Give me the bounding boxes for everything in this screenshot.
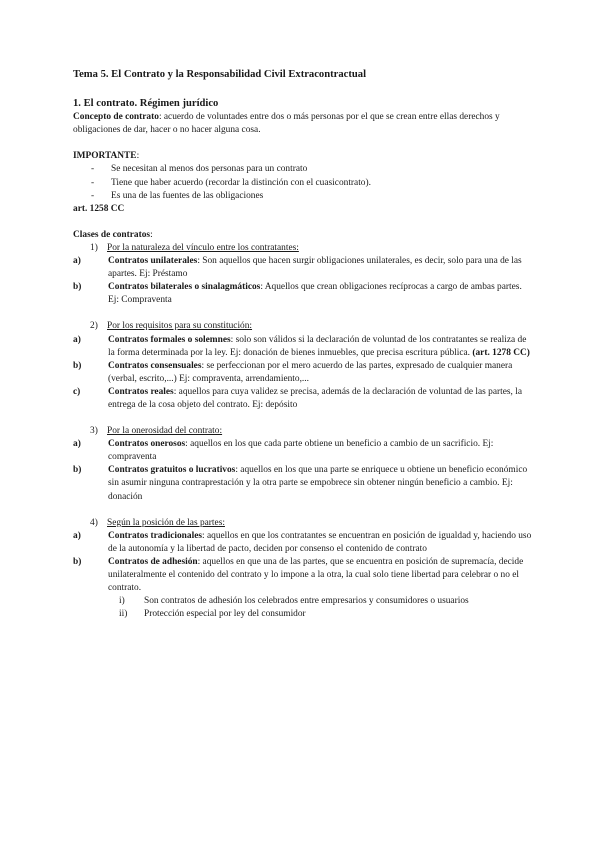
list-item: b) Contratos consensuales: se perfeccionan por el mero acuerdo de las partes, expresado de cualquier manera (verbal, escrito,...) Ej: compraventa, arrendamiento,... [73,360,513,384]
important-heading-line: IMPORTANTE: [73,151,140,162]
article-reference: art. 1258 CC [73,203,125,214]
concept-term: Concepto de contrato [73,112,159,123]
important-bullet: - Se necesitan al menos dos personas para un contrato [91,164,308,175]
sub-list-item: i) Son contratos de adhesión los celebrados entre empresarios y consumidores o usuarios [119,596,469,607]
list-item: b) Contratos gratuitos o lucrativos: aquellos en los que una parte se enriquece u obtiene un beneficio económico sin asumir ninguna contraprestación y la otra parte se empobrece sin obtener ningún beneficio a cambio. Ej: donación [73,465,528,502]
document-body [73,68,533,621]
classification-heading: 2) Por los requisitos para su constitución: [90,321,253,332]
list-item: a) Contratos tradicionales: aquellos en que los contratantes se encuentran en posición de igualdad y, haciendo uso de la autonomía y la libertad de pacto, deciden por consenso el contenido de contrato [73,530,532,554]
important-bullet: - Tiene que haber acuerdo (recordar la distinción con el cuasicontrato). [91,177,371,188]
section-heading: 1. El contrato. Régimen jurídico [73,98,219,110]
classification-heading: 4) Según la posición de las partes: [90,517,225,528]
list-item: a) Contratos unilaterales: Son aquellos que hacen surgir obligaciones unilaterales, es decir, solo para una de las apartes. Ej: Préstamo [73,256,522,280]
concept-text: : acuerdo de voluntades entre dos o más personas por el que se crean entre ellas derechos y obligaciones de dar, hacer o no hacer alguna cosa. [73,112,500,136]
list-item: c) Contratos reales: aquellos para cuya validez se precisa, además de la declaración de voluntad de las partes, la entrega de la cosa objeto del contrato. Ej: depósito [73,386,522,410]
clases-heading: Clases de contratos [73,229,151,240]
important-bullet: - Es una de las fuentes de las obligaciones [91,190,264,201]
document-title: Tema 5. El Contrato y la Responsabilidad Civil Extracontractual [73,69,367,80]
sub-list-item: ii) Protección especial por ley del consumidor [119,609,306,620]
important-heading: IMPORTANTE [73,151,137,162]
classification-heading: 3) Por la onerosidad del contrato: [90,426,223,437]
concept-paragraph [73,111,533,137]
list-item: a) Contratos formales o solemnes: solo son válidos si la declaración de voluntad de los contratantes se realiza de la forma determinada por la ley. Ej: donación de bienes inmuebles, que precisa escritura pública. (art. 1278 CC) [73,334,530,358]
list-item: b) Contratos de adhesión: aquellos en que una de las partes, que se encuentra en posición de supremacía, decide unilateralmente el contenido del contrato y lo impone a la otra, la cual solo tiene libertad para celebrar o no el contrato. [73,556,524,594]
list-item: b) Contratos bilaterales o sinalagmáticos: Aquellos que crean obligaciones recíprocas a cargo de ambas partes. Ej: Compraventa [73,282,522,306]
classification-heading: 1) Por la naturaleza del vínculo entre los contratantes: [90,242,299,253]
list-item: a) Contratos onerosos: aquellos en los que cada parte obtiene un beneficio a cambio de un sacrificio. Ej: compraventa [73,439,494,463]
clases-heading-line: Clases de contratos: [73,229,153,240]
